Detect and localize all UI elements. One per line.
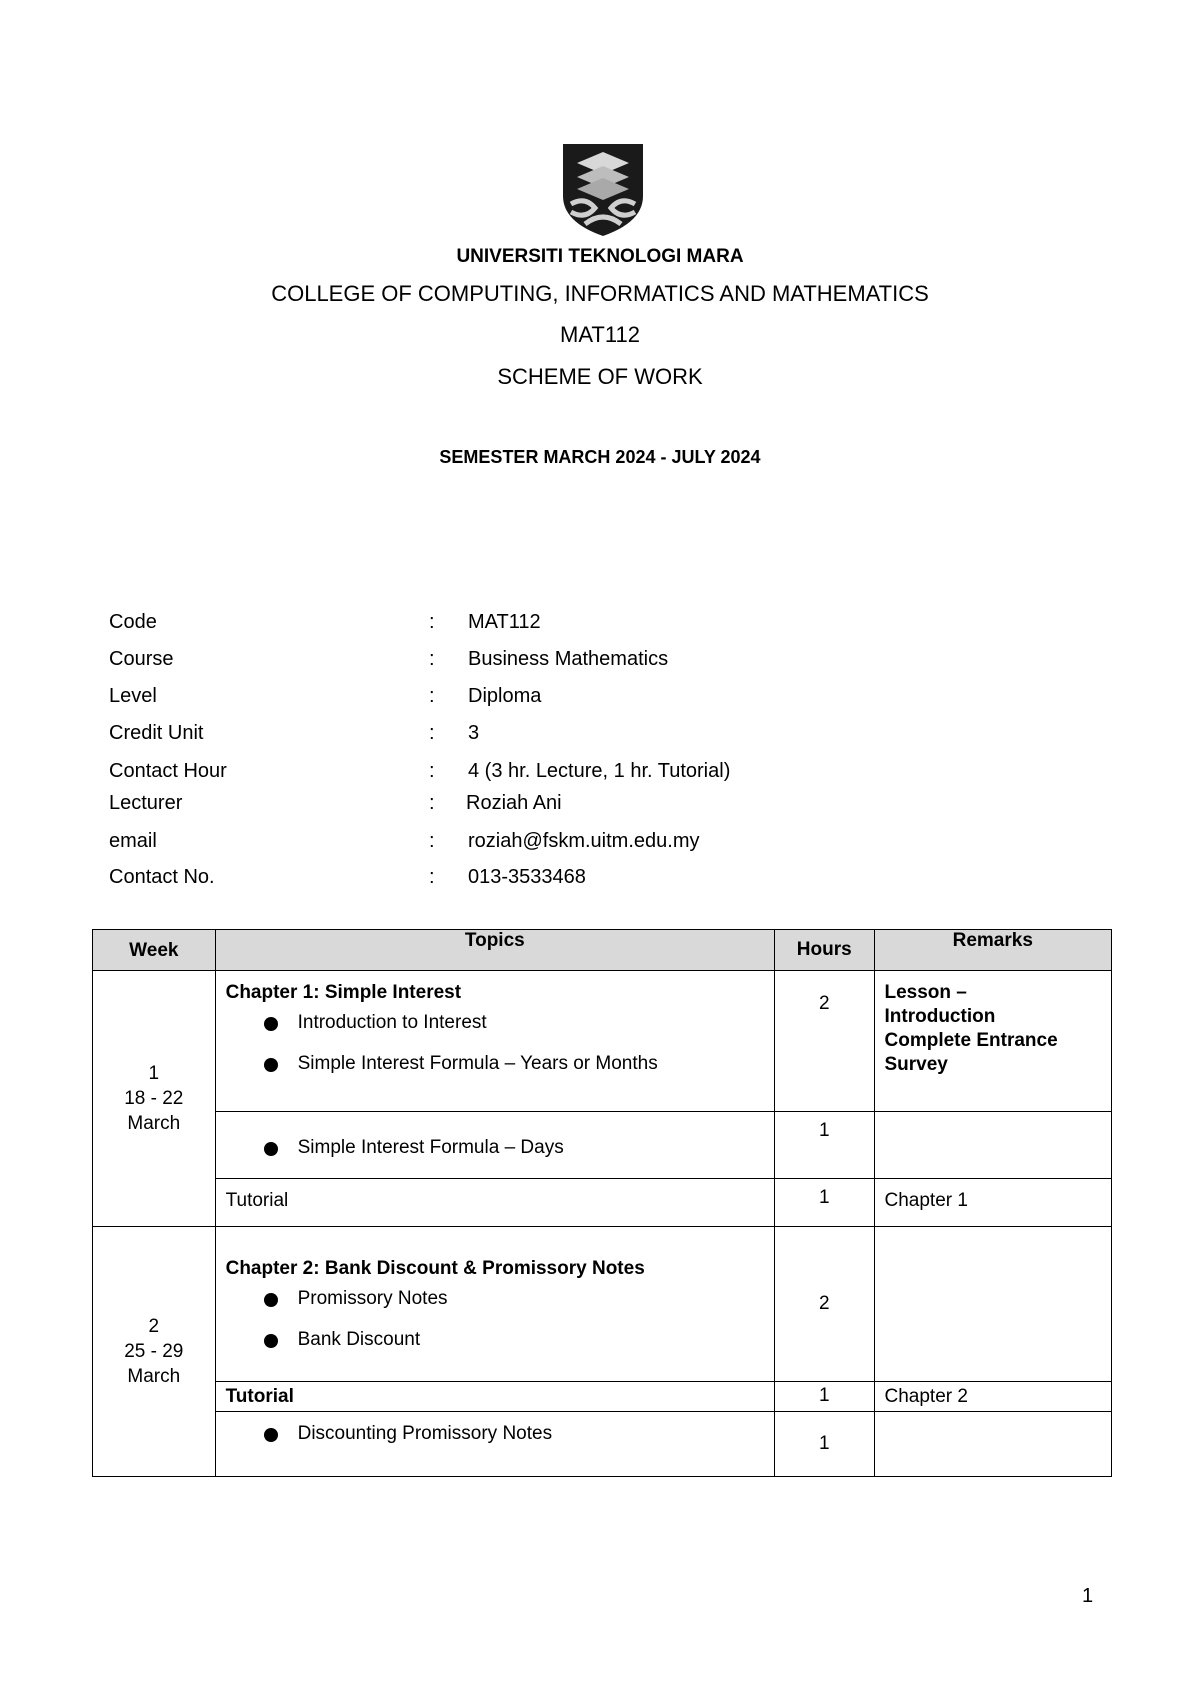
info-row-contact-hour: [109, 759, 1009, 791]
document-title: SCHEME OF WORK: [497, 364, 703, 389]
header-hours: Hours: [775, 930, 874, 971]
topic-cell: [215, 1227, 774, 1382]
info-label: Contact Hour: [109, 760, 227, 782]
hours-cell: 1: [775, 1179, 874, 1227]
info-row-level: [109, 684, 1009, 721]
remarks-cell: [874, 971, 1112, 1112]
course-info: [109, 610, 1009, 901]
info-separator: :: [429, 685, 435, 707]
info-separator: :: [429, 866, 435, 888]
week-dates: 25 - 29: [124, 1341, 184, 1362]
info-label: Lecturer: [109, 792, 183, 814]
info-value: Roziah Ani: [466, 792, 562, 814]
semester-heading: SEMESTER MARCH 2024 - JULY 2024: [439, 447, 761, 467]
list-item: Bank Discount: [226, 1328, 764, 1352]
list-item: Introduction to Interest: [226, 1011, 764, 1035]
topic-cell: [215, 1412, 774, 1477]
week-month: March: [127, 1113, 181, 1134]
hours-cell: 2: [775, 971, 874, 1112]
college-name: COLLEGE OF COMPUTING, INFORMATICS AND MATHEMATICS: [271, 281, 929, 306]
info-row-course: [109, 647, 1009, 684]
info-label: Contact No.: [109, 866, 215, 888]
info-row-credit-unit: [109, 721, 1009, 759]
info-value: Business Mathematics: [468, 648, 669, 670]
hours-cell: 1: [775, 1112, 874, 1179]
table-header-row: [93, 930, 1112, 971]
remarks-line: Complete Entrance: [884, 1030, 1058, 1051]
table-row: [93, 1412, 1112, 1477]
header-topics: Topics: [215, 930, 774, 971]
page-number: 1: [1082, 1585, 1094, 1607]
week-cell: [93, 1227, 216, 1477]
info-separator: :: [429, 760, 435, 782]
info-value: 013-3533468: [468, 866, 586, 888]
chapter-title: Chapter 2: Bank Discount & Promissory Notes: [225, 1257, 645, 1279]
remarks-cell: Chapter 1: [874, 1179, 1112, 1227]
header-week: Week: [93, 930, 216, 971]
week-month: March: [127, 1366, 181, 1387]
info-label: Credit Unit: [109, 722, 204, 744]
info-row-contact-no: [109, 865, 1009, 901]
topic-list: [226, 1136, 764, 1160]
week-number: 2: [148, 1316, 160, 1337]
remarks-cell: [874, 1227, 1112, 1382]
course-code-heading: MAT112: [560, 322, 640, 347]
info-separator: :: [429, 830, 435, 852]
table-row: [93, 971, 1112, 1112]
table-row: [93, 1382, 1112, 1412]
hours-cell: 1: [775, 1412, 874, 1477]
topic-list: [226, 1287, 764, 1352]
week-number: 1: [148, 1063, 160, 1084]
info-label: email: [109, 830, 157, 852]
info-value: 4 (3 hr. Lecture, 1 hr. Tutorial): [468, 760, 731, 782]
header-remarks: Remarks: [874, 930, 1112, 971]
chapter-title: Chapter 1: Simple Interest: [225, 982, 462, 1003]
list-item: Promissory Notes: [226, 1287, 764, 1311]
info-label: Level: [109, 685, 157, 707]
topic-list: [226, 1422, 764, 1446]
table-row: [93, 1112, 1112, 1179]
info-separator: :: [429, 792, 435, 814]
remarks-line: Introduction: [884, 1006, 996, 1027]
info-label: Code: [109, 611, 157, 633]
info-value: 3: [468, 722, 480, 744]
info-value: roziah@fskm.uitm.edu.my: [468, 830, 700, 852]
remarks-cell: [874, 1112, 1112, 1179]
info-separator: :: [429, 722, 435, 744]
uitm-logo: [563, 144, 643, 236]
list-item: Discounting Promissory Notes: [226, 1422, 764, 1446]
list-item: Simple Interest Formula – Years or Months: [226, 1052, 764, 1076]
topic-cell: Tutorial: [215, 1179, 774, 1227]
info-separator: :: [429, 648, 435, 670]
info-value: MAT112: [468, 611, 541, 633]
remarks-cell: Chapter 2: [874, 1382, 1112, 1412]
hours-cell: 2: [775, 1227, 874, 1382]
topic-cell: [215, 1112, 774, 1179]
table-row: [93, 1179, 1112, 1227]
week-cell: [93, 971, 216, 1227]
topic-cell: Tutorial: [215, 1382, 774, 1412]
schedule-table: [92, 929, 1112, 1477]
list-item: Simple Interest Formula – Days: [226, 1136, 764, 1160]
info-row-code: [109, 610, 1009, 647]
info-row-email: [109, 829, 1009, 865]
hours-cell: 1: [775, 1382, 874, 1412]
topic-cell: [215, 971, 774, 1112]
remarks-line: Lesson –: [884, 982, 967, 1003]
info-row-lecturer: [109, 791, 1009, 829]
remarks-cell: [874, 1412, 1112, 1477]
info-label: Course: [109, 648, 174, 670]
table-row: [93, 1227, 1112, 1382]
university-name: UNIVERSITI TEKNOLOGI MARA: [456, 246, 744, 267]
info-value: Diploma: [468, 685, 542, 707]
topic-list: [226, 1011, 764, 1076]
remarks-line: Survey: [884, 1054, 948, 1075]
info-separator: :: [429, 611, 435, 633]
week-dates: 18 - 22: [124, 1088, 184, 1109]
